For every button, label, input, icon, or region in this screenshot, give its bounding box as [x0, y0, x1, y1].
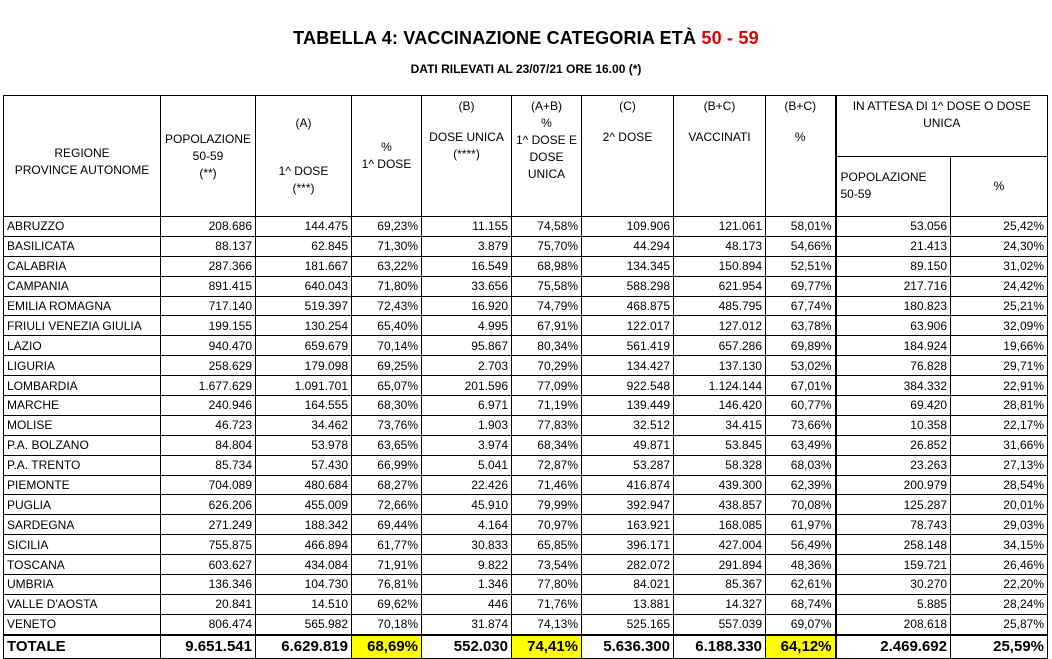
header-prima-dose	[256, 96, 352, 217]
cell-vaccinati: 146.420	[674, 396, 766, 416]
cell-pct-vaccinati: 61,97%	[766, 515, 836, 535]
header-attesa-popolazione: POPOLAZIONE 50-59	[836, 156, 951, 217]
cell-attesa-popolazione: 78.743	[836, 515, 951, 535]
cell-prima-dose: 130.254	[256, 316, 352, 336]
header-vaccinati-label: VACCINATI	[688, 130, 751, 144]
cell-pct-prima-dose: 71,30%	[352, 236, 422, 256]
cell-popolazione: 88.137	[161, 236, 256, 256]
cell-pct-vaccinati: 52,51%	[766, 256, 836, 276]
cell-pct-vaccinati: 62,61%	[766, 575, 836, 595]
vaccination-table	[3, 95, 1048, 659]
header-vaccinati	[674, 96, 766, 217]
table-row	[4, 256, 1048, 276]
cell-seconda-dose: 588.298	[582, 276, 674, 296]
cell-pct-ab: 77,80%	[512, 575, 582, 595]
cell-prima-dose: 144.475	[256, 217, 352, 237]
cell-dose-unica: 3.879	[422, 236, 512, 256]
cell-pct-prima-dose: 68,30%	[352, 396, 422, 416]
cell-seconda-dose: 5.636.300	[582, 635, 674, 659]
cell-vaccinati: 657.286	[674, 336, 766, 356]
cell-pct-vaccinati: 67,74%	[766, 296, 836, 316]
cell-dose-unica: 2.703	[422, 356, 512, 376]
header-prima-dose-label: 1^ DOSE (***)	[278, 164, 329, 195]
cell-seconda-dose: 49.871	[582, 435, 674, 455]
cell-attesa-pct: 25,59%	[951, 635, 1048, 659]
cell-dose-unica: 16.920	[422, 296, 512, 316]
cell-attesa-pct: 24,30%	[951, 236, 1048, 256]
cell-attesa-popolazione: 384.332	[836, 376, 951, 396]
cell-pct-prima-dose: 69,25%	[352, 356, 422, 376]
cell-pct-ab: 80,34%	[512, 336, 582, 356]
cell-popolazione: 626.206	[161, 495, 256, 515]
cell-pct-ab: 68,98%	[512, 256, 582, 276]
cell-pct-ab: 74,41%	[512, 635, 582, 659]
cell-pct-vaccinati: 69,07%	[766, 614, 836, 634]
cell-popolazione: 287.366	[161, 256, 256, 276]
cell-pct-ab: 75,58%	[512, 276, 582, 296]
cell-vaccinati: 137.130	[674, 356, 766, 376]
cell-regione: P.A. BOLZANO	[4, 435, 161, 455]
cell-regione: TOTALE	[4, 635, 161, 659]
cell-attesa-popolazione: 217.716	[836, 276, 951, 296]
cell-prima-dose: 480.684	[256, 475, 352, 495]
cell-pct-prima-dose: 71,91%	[352, 555, 422, 575]
cell-regione: LIGURIA	[4, 356, 161, 376]
cell-popolazione: 46.723	[161, 415, 256, 435]
cell-vaccinati: 485.795	[674, 296, 766, 316]
cell-seconda-dose: 392.947	[582, 495, 674, 515]
cell-seconda-dose: 134.427	[582, 356, 674, 376]
cell-pct-ab: 77,09%	[512, 376, 582, 396]
cell-regione: BASILICATA	[4, 236, 161, 256]
cell-pct-ab: 68,34%	[512, 435, 582, 455]
cell-attesa-pct: 28,81%	[951, 396, 1048, 416]
cell-regione: LOMBARDIA	[4, 376, 161, 396]
header-vaccinati-code: (B+C)	[703, 99, 736, 113]
table-row	[4, 495, 1048, 515]
cell-prima-dose: 519.397	[256, 296, 352, 316]
cell-pct-ab: 75,70%	[512, 236, 582, 256]
cell-vaccinati: 34.415	[674, 415, 766, 435]
cell-prima-dose: 565.982	[256, 614, 352, 634]
cell-popolazione: 806.474	[161, 614, 256, 634]
cell-prima-dose: 181.667	[256, 256, 352, 276]
cell-popolazione: 940.470	[161, 336, 256, 356]
cell-pct-vaccinati: 60,77%	[766, 396, 836, 416]
cell-dose-unica: 95.867	[422, 336, 512, 356]
table-row	[4, 336, 1048, 356]
cell-attesa-popolazione: 125.287	[836, 495, 951, 515]
cell-pct-prima-dose: 68,69%	[352, 635, 422, 659]
cell-pct-prima-dose: 69,44%	[352, 515, 422, 535]
cell-pct-ab: 67,91%	[512, 316, 582, 336]
cell-attesa-popolazione: 208.618	[836, 614, 951, 634]
cell-attesa-pct: 29,71%	[951, 356, 1048, 376]
cell-prima-dose: 57.430	[256, 455, 352, 475]
cell-pct-prima-dose: 68,27%	[352, 475, 422, 495]
cell-seconda-dose: 109.906	[582, 217, 674, 237]
table-row	[4, 555, 1048, 575]
cell-pct-vaccinati: 56,49%	[766, 535, 836, 555]
cell-attesa-popolazione: 21.413	[836, 236, 951, 256]
cell-dose-unica: 201.596	[422, 376, 512, 396]
cell-vaccinati: 150.894	[674, 256, 766, 276]
cell-pct-vaccinati: 68,74%	[766, 594, 836, 614]
cell-pct-prima-dose: 70,14%	[352, 336, 422, 356]
table-row	[4, 614, 1048, 634]
table-title-age-range: 50 - 59	[701, 28, 759, 48]
cell-popolazione: 85.734	[161, 455, 256, 475]
cell-popolazione: 717.140	[161, 296, 256, 316]
cell-dose-unica: 552.030	[422, 635, 512, 659]
cell-pct-ab: 79,99%	[512, 495, 582, 515]
cell-pct-vaccinati: 58,01%	[766, 217, 836, 237]
header-pct-vaccinati	[766, 96, 836, 217]
cell-dose-unica: 11.155	[422, 217, 512, 237]
cell-prima-dose: 640.043	[256, 276, 352, 296]
cell-pct-vaccinati: 62,39%	[766, 475, 836, 495]
table-row	[4, 575, 1048, 595]
cell-prima-dose: 179.098	[256, 356, 352, 376]
cell-dose-unica: 1.903	[422, 415, 512, 435]
cell-dose-unica: 1.346	[422, 575, 512, 595]
cell-pct-prima-dose: 73,76%	[352, 415, 422, 435]
cell-pct-vaccinati: 53,02%	[766, 356, 836, 376]
cell-regione: VENETO	[4, 614, 161, 634]
table-row	[4, 535, 1048, 555]
cell-seconda-dose: 32.512	[582, 415, 674, 435]
cell-attesa-popolazione: 63.906	[836, 316, 951, 336]
cell-pct-prima-dose: 76,81%	[352, 575, 422, 595]
cell-seconda-dose: 122.017	[582, 316, 674, 336]
cell-regione: PIEMONTE	[4, 475, 161, 495]
cell-attesa-popolazione: 10.358	[836, 415, 951, 435]
cell-dose-unica: 30.833	[422, 535, 512, 555]
cell-popolazione: 9.651.541	[161, 635, 256, 659]
cell-pct-vaccinati: 67,01%	[766, 376, 836, 396]
cell-regione: TOSCANA	[4, 555, 161, 575]
cell-regione: PUGLIA	[4, 495, 161, 515]
cell-vaccinati: 48.173	[674, 236, 766, 256]
table-row	[4, 316, 1048, 336]
cell-attesa-pct: 25,21%	[951, 296, 1048, 316]
cell-vaccinati: 58.328	[674, 455, 766, 475]
cell-attesa-popolazione: 23.263	[836, 455, 951, 475]
cell-pct-prima-dose: 72,43%	[352, 296, 422, 316]
cell-seconda-dose: 922.548	[582, 376, 674, 396]
cell-prima-dose: 62.845	[256, 236, 352, 256]
cell-regione: MOLISE	[4, 415, 161, 435]
cell-pct-vaccinati: 73,66%	[766, 415, 836, 435]
header-prima-dose-code: (A)	[295, 116, 312, 130]
header-seconda-dose-code: (C)	[619, 99, 636, 113]
cell-attesa-popolazione: 76.828	[836, 356, 951, 376]
cell-attesa-pct: 28,24%	[951, 594, 1048, 614]
cell-regione: FRIULI VENEZIA GIULIA	[4, 316, 161, 336]
cell-pct-vaccinati: 48,36%	[766, 555, 836, 575]
table-subtitle: DATI RILEVATI AL 23/07/21 ORE 16.00 (*)	[410, 62, 642, 76]
header-seconda-dose-label: 2^ DOSE	[602, 130, 653, 144]
header-pct-vaccinati-code: (B+C)	[784, 99, 817, 113]
cell-dose-unica: 4.995	[422, 316, 512, 336]
cell-vaccinati: 427.004	[674, 535, 766, 555]
cell-popolazione: 891.415	[161, 276, 256, 296]
cell-seconda-dose: 139.449	[582, 396, 674, 416]
cell-pct-prima-dose: 65,40%	[352, 316, 422, 336]
cell-pct-ab: 74,13%	[512, 614, 582, 634]
cell-attesa-popolazione: 180.823	[836, 296, 951, 316]
cell-attesa-pct: 32,09%	[951, 316, 1048, 336]
cell-pct-prima-dose: 61,77%	[352, 535, 422, 555]
cell-dose-unica: 31.874	[422, 614, 512, 634]
cell-prima-dose: 1.091.701	[256, 376, 352, 396]
cell-pct-ab: 70,97%	[512, 515, 582, 535]
cell-vaccinati: 168.085	[674, 515, 766, 535]
cell-popolazione: 84.804	[161, 435, 256, 455]
cell-pct-prima-dose: 65,07%	[352, 376, 422, 396]
table-row	[4, 356, 1048, 376]
cell-pct-prima-dose: 70,18%	[352, 614, 422, 634]
cell-attesa-popolazione: 258.148	[836, 535, 951, 555]
cell-pct-prima-dose: 72,66%	[352, 495, 422, 515]
header-pct-ab-code: (A+B)	[530, 99, 562, 113]
cell-attesa-popolazione: 200.979	[836, 475, 951, 495]
table-row	[4, 376, 1048, 396]
cell-popolazione: 704.089	[161, 475, 256, 495]
header-dose-unica	[422, 96, 512, 217]
cell-attesa-popolazione: 89.150	[836, 256, 951, 276]
cell-vaccinati: 439.300	[674, 475, 766, 495]
cell-vaccinati: 621.954	[674, 276, 766, 296]
cell-pct-prima-dose: 69,62%	[352, 594, 422, 614]
cell-popolazione: 258.629	[161, 356, 256, 376]
cell-dose-unica: 33.656	[422, 276, 512, 296]
cell-attesa-pct: 22,20%	[951, 575, 1048, 595]
cell-attesa-pct: 19,66%	[951, 336, 1048, 356]
cell-pct-vaccinati: 69,77%	[766, 276, 836, 296]
cell-pct-vaccinati: 63,49%	[766, 435, 836, 455]
cell-pct-vaccinati: 64,12%	[766, 635, 836, 659]
cell-dose-unica: 6.971	[422, 396, 512, 416]
table-row	[4, 396, 1048, 416]
cell-attesa-pct: 25,42%	[951, 217, 1048, 237]
cell-pct-ab: 77,83%	[512, 415, 582, 435]
table-row	[4, 435, 1048, 455]
cell-dose-unica: 446	[422, 594, 512, 614]
cell-seconda-dose: 525.165	[582, 614, 674, 634]
cell-prima-dose: 434.084	[256, 555, 352, 575]
cell-prima-dose: 188.342	[256, 515, 352, 535]
cell-attesa-pct: 34,15%	[951, 535, 1048, 555]
cell-attesa-pct: 20,01%	[951, 495, 1048, 515]
cell-vaccinati: 85.367	[674, 575, 766, 595]
cell-seconda-dose: 468.875	[582, 296, 674, 316]
cell-pct-prima-dose: 63,65%	[352, 435, 422, 455]
cell-seconda-dose: 13.881	[582, 594, 674, 614]
cell-pct-vaccinati: 54,66%	[766, 236, 836, 256]
cell-prima-dose: 53.978	[256, 435, 352, 455]
cell-vaccinati: 557.039	[674, 614, 766, 634]
cell-vaccinati: 6.188.330	[674, 635, 766, 659]
cell-vaccinati: 121.061	[674, 217, 766, 237]
cell-seconda-dose: 561.419	[582, 336, 674, 356]
cell-regione: CAMPANIA	[4, 276, 161, 296]
cell-attesa-popolazione: 2.469.692	[836, 635, 951, 659]
table-row	[4, 217, 1048, 237]
cell-regione: SARDEGNA	[4, 515, 161, 535]
cell-seconda-dose: 282.072	[582, 555, 674, 575]
cell-prima-dose: 34.462	[256, 415, 352, 435]
cell-pct-ab: 71,46%	[512, 475, 582, 495]
cell-popolazione: 199.155	[161, 316, 256, 336]
cell-pct-prima-dose: 63,22%	[352, 256, 422, 276]
cell-vaccinati: 53.845	[674, 435, 766, 455]
cell-attesa-pct: 25,87%	[951, 614, 1048, 634]
cell-regione: VALLE D'AOSTA	[4, 594, 161, 614]
cell-attesa-popolazione: 53.056	[836, 217, 951, 237]
table-row	[4, 276, 1048, 296]
cell-seconda-dose: 416.874	[582, 475, 674, 495]
cell-attesa-pct: 24,42%	[951, 276, 1048, 296]
header-regione: REGIONE PROVINCE AUTONOME	[4, 96, 161, 217]
table-body	[4, 217, 1048, 659]
cell-popolazione: 20.841	[161, 594, 256, 614]
cell-attesa-pct: 22,91%	[951, 376, 1048, 396]
cell-seconda-dose: 44.294	[582, 236, 674, 256]
cell-popolazione: 240.946	[161, 396, 256, 416]
cell-regione: CALABRIA	[4, 256, 161, 276]
cell-prima-dose: 14.510	[256, 594, 352, 614]
cell-popolazione: 603.627	[161, 555, 256, 575]
cell-vaccinati: 14.327	[674, 594, 766, 614]
header-pct-prima-dose: % 1^ DOSE	[352, 96, 422, 217]
cell-seconda-dose: 163.921	[582, 515, 674, 535]
header-pct-ab-label: % 1^ DOSE E DOSE UNICA	[516, 116, 577, 181]
table-row	[4, 455, 1048, 475]
table-title	[0, 28, 1052, 49]
cell-dose-unica: 16.549	[422, 256, 512, 276]
cell-prima-dose: 466.894	[256, 535, 352, 555]
cell-attesa-pct: 28,54%	[951, 475, 1048, 495]
cell-seconda-dose: 396.171	[582, 535, 674, 555]
cell-prima-dose: 164.555	[256, 396, 352, 416]
cell-vaccinati: 438.857	[674, 495, 766, 515]
cell-seconda-dose: 134.345	[582, 256, 674, 276]
cell-prima-dose: 104.730	[256, 575, 352, 595]
cell-dose-unica: 3.974	[422, 435, 512, 455]
cell-pct-ab: 74,79%	[512, 296, 582, 316]
cell-pct-prima-dose: 69,23%	[352, 217, 422, 237]
cell-regione: MARCHE	[4, 396, 161, 416]
cell-dose-unica: 45.910	[422, 495, 512, 515]
cell-pct-ab: 71,76%	[512, 594, 582, 614]
cell-regione: UMBRIA	[4, 575, 161, 595]
cell-attesa-pct: 22,17%	[951, 415, 1048, 435]
cell-vaccinati: 127.012	[674, 316, 766, 336]
cell-dose-unica: 22.426	[422, 475, 512, 495]
total-row	[4, 635, 1048, 659]
header-dose-unica-code: (B)	[458, 99, 475, 113]
cell-pct-prima-dose: 66,99%	[352, 455, 422, 475]
cell-attesa-pct: 29,03%	[951, 515, 1048, 535]
header-seconda-dose	[582, 96, 674, 217]
table-row	[4, 594, 1048, 614]
cell-popolazione: 271.249	[161, 515, 256, 535]
cell-vaccinati: 1.124.144	[674, 376, 766, 396]
table-title-main: TABELLA 4: VACCINAZIONE CATEGORIA ETÀ	[293, 28, 702, 48]
cell-pct-ab: 74,58%	[512, 217, 582, 237]
cell-dose-unica: 4.164	[422, 515, 512, 535]
cell-regione: SICILIA	[4, 535, 161, 555]
table-row	[4, 236, 1048, 256]
cell-prima-dose: 6.629.819	[256, 635, 352, 659]
header-popolazione: POPOLAZIONE 50-59 (**)	[161, 96, 256, 217]
cell-dose-unica: 5.041	[422, 455, 512, 475]
header-dose-unica-label: DOSE UNICA (****)	[429, 130, 504, 161]
table-row	[4, 415, 1048, 435]
cell-pct-ab: 72,87%	[512, 455, 582, 475]
cell-attesa-pct: 26,46%	[951, 555, 1048, 575]
cell-attesa-popolazione: 5.885	[836, 594, 951, 614]
cell-seconda-dose: 84.021	[582, 575, 674, 595]
cell-attesa-popolazione: 30.270	[836, 575, 951, 595]
cell-vaccinati: 291.894	[674, 555, 766, 575]
cell-popolazione: 1.677.629	[161, 376, 256, 396]
cell-regione: ABRUZZO	[4, 217, 161, 237]
cell-pct-ab: 65,85%	[512, 535, 582, 555]
cell-pct-prima-dose: 71,80%	[352, 276, 422, 296]
cell-attesa-popolazione: 159.721	[836, 555, 951, 575]
cell-seconda-dose: 53.287	[582, 455, 674, 475]
cell-pct-vaccinati: 69,89%	[766, 336, 836, 356]
cell-attesa-popolazione: 69.420	[836, 396, 951, 416]
header-pct-vaccinati-label: %	[794, 130, 806, 144]
cell-popolazione: 755.875	[161, 535, 256, 555]
table-row	[4, 475, 1048, 495]
cell-regione: P.A. TRENTO	[4, 455, 161, 475]
cell-pct-ab: 73,54%	[512, 555, 582, 575]
header-pct-ab	[512, 96, 582, 217]
cell-popolazione: 208.686	[161, 217, 256, 237]
cell-popolazione: 136.346	[161, 575, 256, 595]
cell-pct-vaccinati: 63,78%	[766, 316, 836, 336]
cell-pct-ab: 71,19%	[512, 396, 582, 416]
cell-regione: EMILIA ROMAGNA	[4, 296, 161, 316]
cell-regione: LAZIO	[4, 336, 161, 356]
cell-attesa-popolazione: 184.924	[836, 336, 951, 356]
cell-pct-vaccinati: 68,03%	[766, 455, 836, 475]
cell-dose-unica: 9.822	[422, 555, 512, 575]
cell-attesa-pct: 27,13%	[951, 455, 1048, 475]
cell-prima-dose: 659.679	[256, 336, 352, 356]
header-in-attesa: IN ATTESA DI 1^ DOSE O DOSE UNICA	[836, 96, 1048, 157]
header-attesa-pct: %	[951, 156, 1048, 217]
cell-prima-dose: 455.009	[256, 495, 352, 515]
table-row	[4, 515, 1048, 535]
cell-pct-ab: 70,29%	[512, 356, 582, 376]
table-row	[4, 296, 1048, 316]
cell-attesa-popolazione: 26.852	[836, 435, 951, 455]
cell-pct-vaccinati: 70,08%	[766, 495, 836, 515]
cell-attesa-pct: 31,02%	[951, 256, 1048, 276]
cell-attesa-pct: 31,66%	[951, 435, 1048, 455]
